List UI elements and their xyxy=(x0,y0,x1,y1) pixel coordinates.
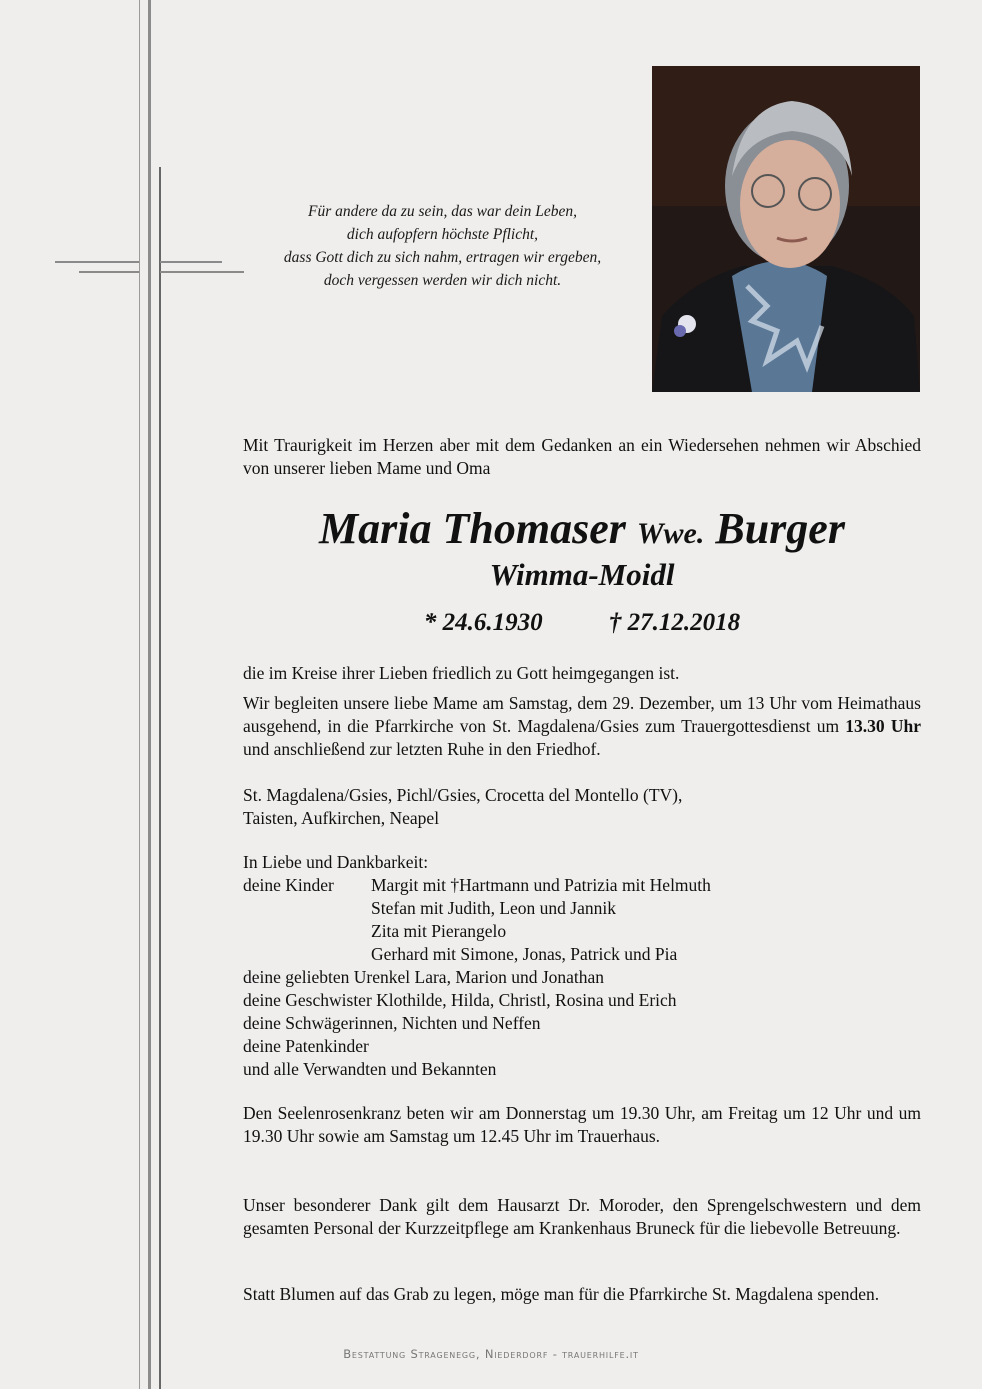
places-line: Taisten, Aufkirchen, Neapel xyxy=(243,808,440,828)
intro-text: Mit Traurigkeit im Herzen aber mit dem Gedanken an ein Wiedersehen nehmen wir Abschied von unserer lieben Mame und Oma xyxy=(243,435,921,478)
child-entry: Zita mit Pierangelo xyxy=(371,921,507,941)
children-label: deine Kinder xyxy=(243,875,334,895)
deceased-name xyxy=(243,502,921,561)
life-dates xyxy=(243,607,921,639)
nickname: Wimma-Moidl xyxy=(489,557,675,592)
last-name: Burger xyxy=(715,504,845,553)
quote-line: dich aufopfern höchste Pflicht, xyxy=(346,226,539,243)
child-entry: Margit mit †Hartmann und Patrizia mit Helmuth xyxy=(371,875,711,895)
funeral-text-start: Wir begleiten unsere liebe Mame am Samstag, dem 29. Dezember, um 13 Uhr vom Heimathaus ausgehend, in die Pfarrkirche von St. Magdalena/Gsies zum Trauergottesdienst um xyxy=(243,693,921,736)
funeral-time: 13.30 Uhr xyxy=(845,716,922,736)
footer-credit: Bestattung Stragenegg, Niederdorf - trauerhilfe.it xyxy=(343,1347,639,1361)
memorial-quote xyxy=(245,200,640,292)
quote-line: dass Gott dich zu sich nahm, ertragen wir ergeben, xyxy=(283,249,602,266)
funeral-text xyxy=(243,692,921,761)
quote-line: Für andere da zu sein, das war dein Leben, xyxy=(308,203,577,220)
family-entry: deine Geschwister Klothilde, Hilda, Christl, Rosina und Erich xyxy=(243,990,677,1010)
family-heading: In Liebe und Dankbarkeit: xyxy=(243,852,429,872)
thanks-text: Unser besonderer Dank gilt dem Hausarzt Dr. Moroder, den Sprengelschwestern und dem gesamten Personal der Kurzzeitpflege am Krankenhaus Bruneck für die liebevolle Betreuung. xyxy=(243,1195,921,1238)
portrait-photo xyxy=(652,66,920,392)
first-name: Maria Thomaser xyxy=(319,504,626,553)
rosary-text: Den Seelenrosenkranz beten wir am Donnerstag um 19.30 Uhr, am Freitag um 12 Uhr und um 19.30 Uhr sowie am Samstag um 12.45 Uhr im Trauerhaus. xyxy=(243,1103,921,1146)
flowers-text: Statt Blumen auf das Grab zu legen, möge man für die Pfarrkirche St. Magdalena spenden. xyxy=(243,1284,880,1304)
child-entry: Gerhard mit Simone, Jonas, Patrick und Pia xyxy=(371,944,678,964)
family-entry: deine Patenkinder xyxy=(243,1036,369,1056)
places xyxy=(243,784,921,830)
places-line: St. Magdalena/Gsies, Pichl/Gsies, Crocetta del Montello (TV), xyxy=(243,785,683,805)
passed-text: die im Kreise ihrer Lieben friedlich zu Gott heimgegangen ist. xyxy=(243,663,680,683)
family-entry: deine Schwägerinnen, Nichten und Neffen xyxy=(243,1013,541,1033)
quote-line: doch vergessen werden wir dich nicht. xyxy=(323,272,562,289)
family-entry: und alle Verwandten und Bekannten xyxy=(243,1059,497,1079)
family-list xyxy=(243,851,921,1081)
funeral-text-end: und anschließend zur letzten Ruhe in den Friedhof. xyxy=(243,739,601,759)
family-entry: deine geliebten Urenkel Lara, Marion und Jonathan xyxy=(243,967,605,987)
child-entry: Stefan mit Judith, Leon und Jannik xyxy=(371,898,616,918)
widow-label: Wwe. xyxy=(636,517,705,550)
death-date: † 27.12.2018 xyxy=(608,609,741,636)
birth-date: * 24.6.1930 xyxy=(423,609,543,636)
